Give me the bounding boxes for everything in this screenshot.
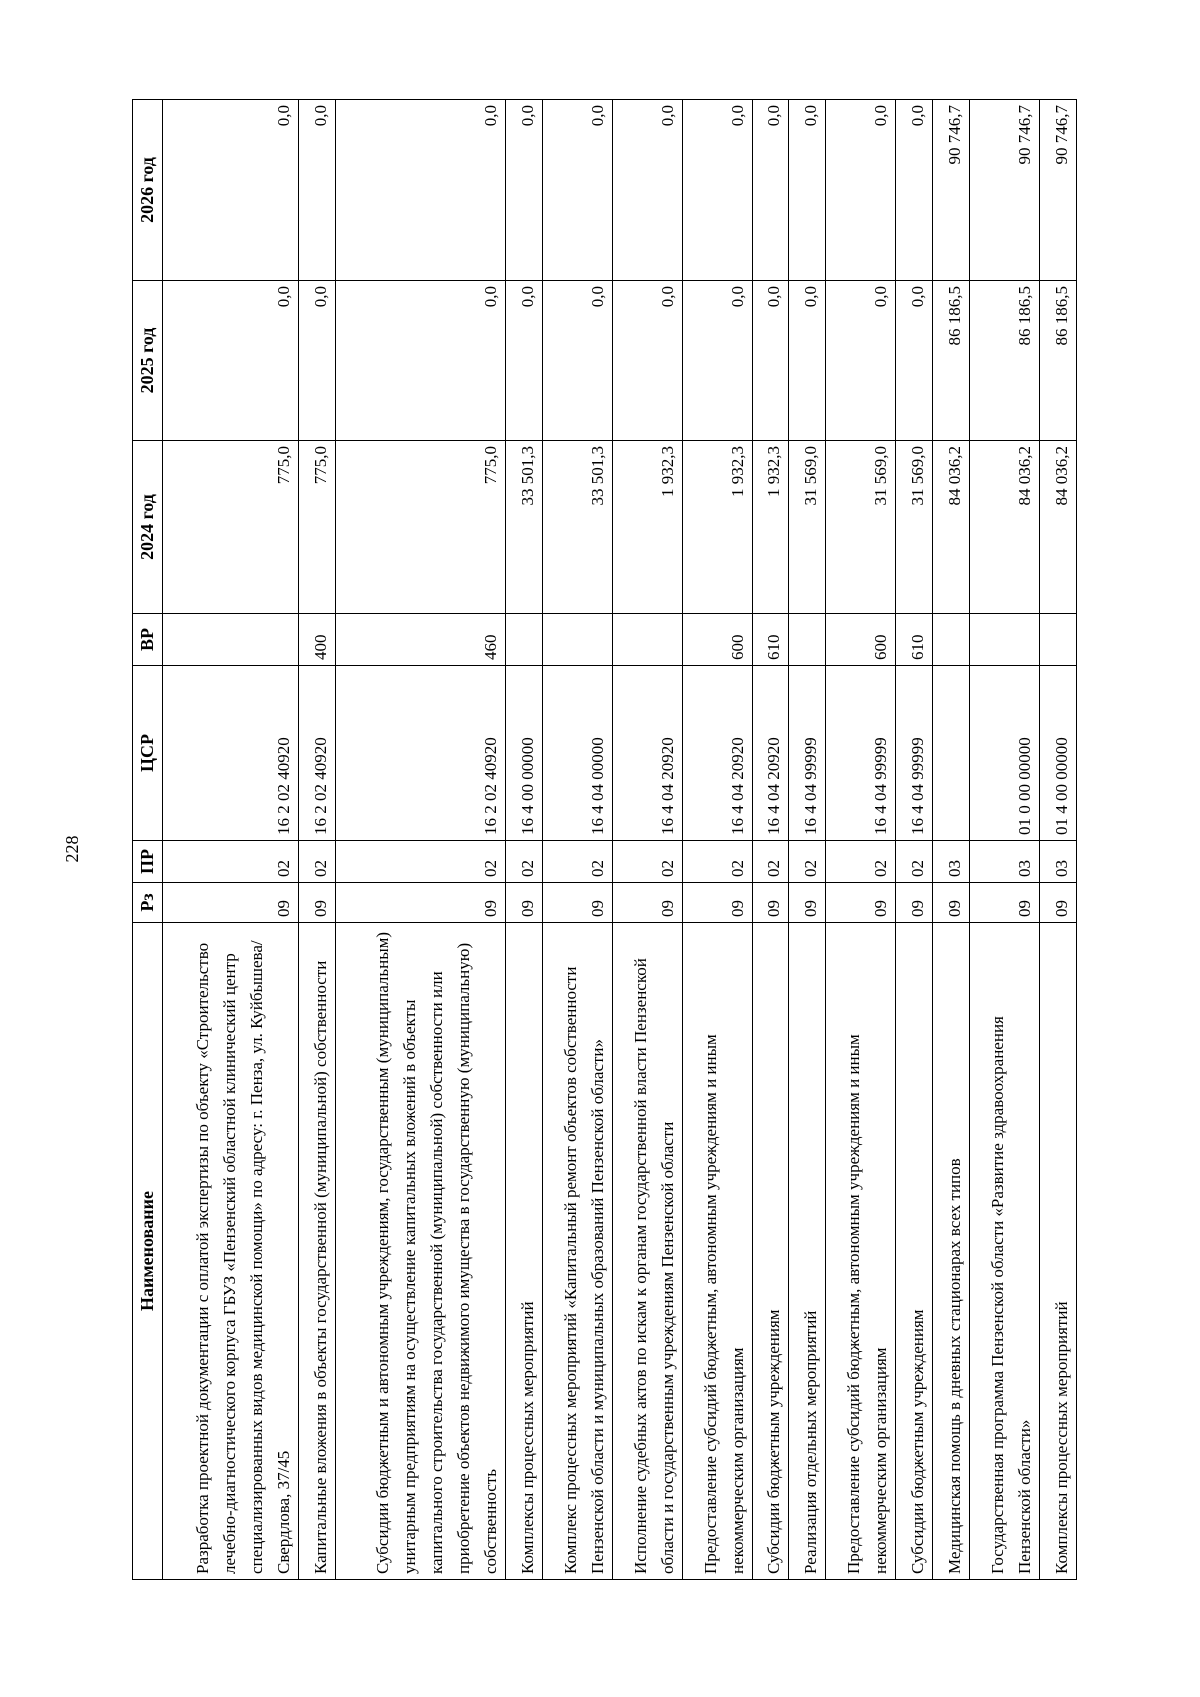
row-2025: 0,0 <box>163 281 299 441</box>
row-2024: 775,0 <box>299 441 336 614</box>
row-2024: 775,0 <box>163 441 299 614</box>
row-rz: 09 <box>682 883 752 923</box>
row-name: Субсидии бюджетным и автономным учреждениям, государственным (муниципальным) унитарным предприятиям на осуществление капитальных вложений в объекты капитального строительства государственной (муниципальной) собственности или приобретение объектов недвижимого имущества в государственную (муниципальную) собственность <box>336 923 506 1580</box>
row-2026: 0,0 <box>752 100 789 281</box>
row-pr: 03 <box>1040 841 1077 883</box>
table-row <box>970 100 1040 1580</box>
row-vr <box>505 614 542 666</box>
row-2025: 0,0 <box>299 281 336 441</box>
row-2026: 0,0 <box>612 100 682 281</box>
row-name: Капитальные вложения в объекты государственной (муниципальной) собственности <box>299 923 336 1580</box>
row-2025: 0,0 <box>896 281 933 441</box>
row-2024: 84 036,2 <box>1040 441 1077 614</box>
row-rz: 09 <box>612 883 682 923</box>
row-name: Реализация отдельных мероприятий <box>789 923 826 1580</box>
row-2024: 31 569,0 <box>789 441 826 614</box>
row-2026: 0,0 <box>336 100 506 281</box>
row-name: Предоставление субсидий бюджетным, автономным учреждениям и иным некоммерческим организациям <box>682 923 752 1580</box>
row-csr: 16 4 04 20920 <box>752 666 789 841</box>
row-pr: 02 <box>752 841 789 883</box>
table-row <box>826 100 896 1580</box>
row-csr: 16 4 04 99999 <box>826 666 896 841</box>
row-pr: 02 <box>682 841 752 883</box>
table-row <box>1040 100 1077 1580</box>
row-2024: 31 569,0 <box>896 441 933 614</box>
row-csr: 01 4 00 00000 <box>1040 666 1077 841</box>
row-vr <box>1040 614 1077 666</box>
row-vr <box>970 614 1040 666</box>
row-2025: 0,0 <box>752 281 789 441</box>
row-2025: 0,0 <box>789 281 826 441</box>
row-vr: 460 <box>336 614 506 666</box>
row-csr: 16 4 04 20920 <box>682 666 752 841</box>
row-pr: 02 <box>896 841 933 883</box>
row-vr <box>612 614 682 666</box>
row-rz: 09 <box>789 883 826 923</box>
row-vr <box>542 614 612 666</box>
row-rz: 09 <box>299 883 336 923</box>
row-2025: 0,0 <box>336 281 506 441</box>
row-csr: 16 4 04 20920 <box>612 666 682 841</box>
row-2024: 33 501,3 <box>505 441 542 614</box>
row-2025: 0,0 <box>612 281 682 441</box>
row-2024: 1 932,3 <box>612 441 682 614</box>
row-vr: 400 <box>299 614 336 666</box>
row-2025: 86 186,5 <box>970 281 1040 441</box>
table-row <box>505 100 542 1580</box>
row-pr: 02 <box>789 841 826 883</box>
table-row <box>752 100 789 1580</box>
row-rz: 09 <box>826 883 896 923</box>
table-row <box>336 100 506 1580</box>
row-2026: 0,0 <box>682 100 752 281</box>
table-row <box>299 100 336 1580</box>
header-csr: ЦСР <box>133 666 163 841</box>
table-row <box>933 100 970 1580</box>
row-2024: 33 501,3 <box>542 441 612 614</box>
row-2026: 0,0 <box>896 100 933 281</box>
table-row <box>789 100 826 1580</box>
row-csr: 16 4 04 99999 <box>789 666 826 841</box>
row-2025: 0,0 <box>542 281 612 441</box>
row-name: Государственная программа Пензенской области «Развитие здравоохранения Пензенской области» <box>970 923 1040 1580</box>
row-csr: 01 0 00 00000 <box>970 666 1040 841</box>
row-vr: 600 <box>682 614 752 666</box>
header-2025: 2025 год <box>133 281 163 441</box>
row-2024: 84 036,2 <box>970 441 1040 614</box>
row-rz: 09 <box>505 883 542 923</box>
row-vr: 610 <box>896 614 933 666</box>
row-name: Комплекс процессных мероприятий «Капитальный ремонт объектов собственности Пензенской области и муниципальных образований Пензенской области» <box>542 923 612 1580</box>
header-2024: 2024 год <box>133 441 163 614</box>
table-row <box>896 100 933 1580</box>
row-2026: 0,0 <box>826 100 896 281</box>
row-pr: 03 <box>970 841 1040 883</box>
row-pr: 02 <box>542 841 612 883</box>
row-2026: 0,0 <box>789 100 826 281</box>
row-pr: 02 <box>612 841 682 883</box>
row-2025: 0,0 <box>505 281 542 441</box>
row-rz: 09 <box>336 883 506 923</box>
row-2026: 0,0 <box>542 100 612 281</box>
header-pr: ПР <box>133 841 163 883</box>
header-2026: 2026 год <box>133 100 163 281</box>
row-pr: 02 <box>826 841 896 883</box>
row-name: Медицинская помощь в дневных стационарах всех типов <box>933 923 970 1580</box>
row-2024: 1 932,3 <box>682 441 752 614</box>
row-name: Комплексы процессных мероприятий <box>505 923 542 1580</box>
row-2025: 0,0 <box>826 281 896 441</box>
table-header-row <box>133 100 163 1580</box>
row-2024: 1 932,3 <box>752 441 789 614</box>
page-number: 228 <box>62 835 82 863</box>
row-pr: 02 <box>163 841 299 883</box>
row-rz: 09 <box>933 883 970 923</box>
row-rz: 09 <box>542 883 612 923</box>
row-name: Комплексы процессных мероприятий <box>1040 923 1077 1580</box>
row-name: Субсидии бюджетным учреждениям <box>896 923 933 1580</box>
row-csr: 16 4 00 00000 <box>505 666 542 841</box>
row-vr <box>933 614 970 666</box>
row-csr: 16 4 04 99999 <box>896 666 933 841</box>
row-csr: 16 2 02 40920 <box>163 666 299 841</box>
row-csr: 16 4 04 00000 <box>542 666 612 841</box>
header-rz: Рз <box>133 883 163 923</box>
row-vr: 610 <box>752 614 789 666</box>
row-rz: 09 <box>896 883 933 923</box>
row-2024: 775,0 <box>336 441 506 614</box>
row-rz: 09 <box>970 883 1040 923</box>
row-csr: 16 2 02 40920 <box>299 666 336 841</box>
row-rz: 09 <box>752 883 789 923</box>
row-vr <box>163 614 299 666</box>
row-2026: 0,0 <box>163 100 299 281</box>
row-2026: 90 746,7 <box>933 100 970 281</box>
row-vr <box>789 614 826 666</box>
row-2026: 0,0 <box>505 100 542 281</box>
table-row <box>163 100 299 1580</box>
row-csr: 16 2 02 40920 <box>336 666 506 841</box>
row-pr: 02 <box>336 841 506 883</box>
row-2026: 90 746,7 <box>1040 100 1077 281</box>
budget-table <box>132 99 1077 1580</box>
table-row <box>682 100 752 1580</box>
row-rz: 09 <box>1040 883 1077 923</box>
row-vr: 600 <box>826 614 896 666</box>
table-row <box>542 100 612 1580</box>
row-2025: 0,0 <box>682 281 752 441</box>
rotated-page-content <box>132 100 1077 1580</box>
row-2025: 86 186,5 <box>933 281 970 441</box>
row-2025: 86 186,5 <box>1040 281 1077 441</box>
row-name: Разработка проектной документации с оплатой экспертизы по объекту «Строительство лечебно-диагностического корпуса ГБУЗ «Пензенский областной клинический центр специализированных видов медицинской помощи» по адресу: г. Пенза, ул. Куйбышева/Свердлова, 37/45 <box>163 923 299 1580</box>
row-name: Предоставление субсидий бюджетным, автономным учреждениям и иным некоммерческим организациям <box>826 923 896 1580</box>
row-pr: 02 <box>299 841 336 883</box>
row-2024: 31 569,0 <box>826 441 896 614</box>
row-2026: 0,0 <box>299 100 336 281</box>
row-2026: 90 746,7 <box>970 100 1040 281</box>
row-rz: 09 <box>163 883 299 923</box>
row-pr: 02 <box>505 841 542 883</box>
row-pr: 03 <box>933 841 970 883</box>
header-vr: ВР <box>133 614 163 666</box>
row-name: Субсидии бюджетным учреждениям <box>752 923 789 1580</box>
row-name: Исполнение судебных актов по искам к органам государственной власти Пензенской области и государственным учреждениям Пензенской области <box>612 923 682 1580</box>
header-name: Наименование <box>133 923 163 1580</box>
table-row <box>612 100 682 1580</box>
row-2024: 84 036,2 <box>933 441 970 614</box>
row-csr <box>933 666 970 841</box>
